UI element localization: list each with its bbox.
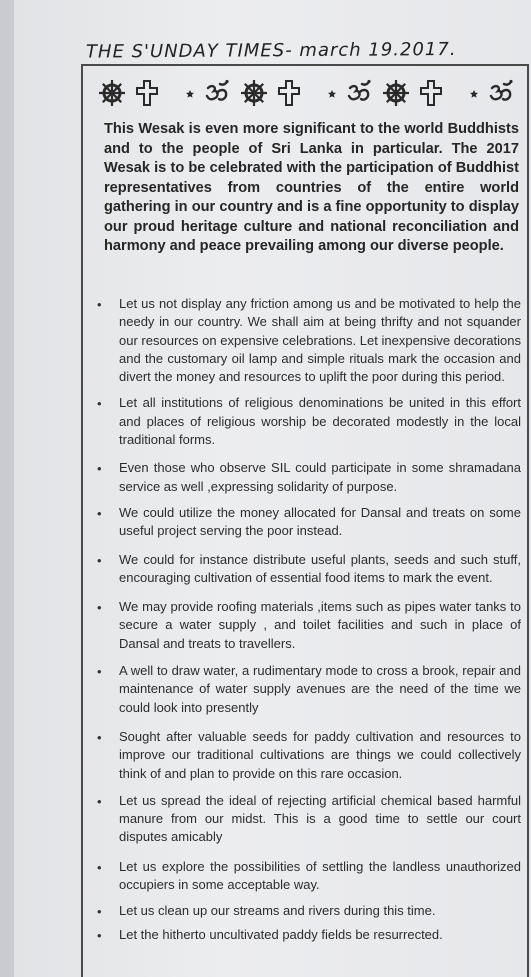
list-item [93,459,521,496]
list-item [93,551,521,588]
list-item [93,728,521,783]
list-item-text: We may provide roofing materials ,items such as pipes water tanks to secure a water supply , and toilet facilities and such in place of Dansal and treats to travellers. [119,599,521,651]
crescent-star-icon [168,78,198,108]
bullet-icon: • [97,461,102,477]
handwritten-date-note: THE S'UNDAY TIMES- march 19.2017. [85,38,457,63]
list-item-text: Let us explore the possibilities of settling the landless unauthorized occupiers in some acceptable way. [119,858,521,893]
list-item-text: Even those who observe SIL could participate in some shramadana service as well ,expressing solidarity of purpose. [119,460,521,494]
list-item [93,926,521,944]
om-icon [203,78,233,108]
article-box [81,64,529,977]
list-item-text: Let us clean up our streams and rivers during this time. [119,903,436,919]
intro-paragraph: This Wesak is even more significant to the world Buddhists and to the people of Sri Lanka in particular. The 2017 Wesak is to be celebrated with the participation of Buddhist representatives from countries of the entire world gathering in our country and is a fine opportunity to display our proud heritage culture and national reconciliation and harmony and peace prevailing among our diverse people. [104,121,519,254]
list-item-text: Let us not display any friction among us and be motivated to help the needy in our country. We shall aim at being thrifty and not squander our resources on expensive celebrations. Let inexpensive decorations and the customary oil lamp and simple rituals mark the occasion and divert the money and resources to uplift the poor during this period. [119,296,521,385]
religious-symbols-row [97,76,517,110]
list-item-text: A well to draw water, a rudimentary mode to cross a brook, repair and maintenance of water supply avenues are the need of the time we could look into presently [119,663,521,715]
list-item-text: We could for instance distribute useful plants, seeds and such stuff, encouraging cultivation of essential food items to mark the event. [119,551,521,585]
list-item-text: Let all institutions of religious denominations be united in this effort and places of religious worship be decorated modestly in the local traditional forms. [119,395,521,448]
list-item-text: Let the hitherto uncultivated paddy fields be resurrected. [119,926,443,942]
bullet-icon: • [97,664,102,680]
list-item [93,858,521,895]
list-item [93,295,521,386]
bullet-list [93,295,521,944]
list-item-text: We could utilize the money allocated for Dansal and treats on some useful project serving the poor instead. [119,504,521,539]
cross-icon [274,78,304,108]
bullet-icon: • [97,297,102,312]
list-item [93,662,521,717]
crescent-star-icon [452,78,482,108]
bullet-icon: • [97,396,102,412]
dharma-wheel-icon [97,78,127,108]
list-item [93,598,521,653]
dharma-wheel-icon [381,78,411,108]
om-icon [487,78,517,108]
bullet-icon: • [97,793,102,809]
bullet-icon: • [97,552,102,568]
cross-icon [416,78,446,108]
crescent-star-icon [310,78,340,108]
bullet-icon: • [97,904,102,920]
list-item [93,792,521,847]
om-icon [345,78,375,108]
list-item-text: Let us spread the ideal of rejecting artificial chemical based harmful manure from our midst. This is a good time to settle our court disputes amicably [119,792,521,845]
list-item-text: Sought after valuable seeds for paddy cultivation and resources to improve our traditional cultivations are things we could collectively think of and plan to provide on this rare occasion. [119,728,521,781]
newspaper-clipping [14,0,531,977]
bullet-icon: • [97,600,102,616]
bullet-icon: • [97,927,102,943]
bullet-icon: • [97,729,102,745]
cross-icon [132,78,162,108]
list-item [93,394,521,449]
list-item [93,902,521,920]
bullet-icon: • [97,505,102,521]
bullet-icon: • [97,859,102,875]
dharma-wheel-icon [239,78,269,108]
list-item [93,504,521,541]
